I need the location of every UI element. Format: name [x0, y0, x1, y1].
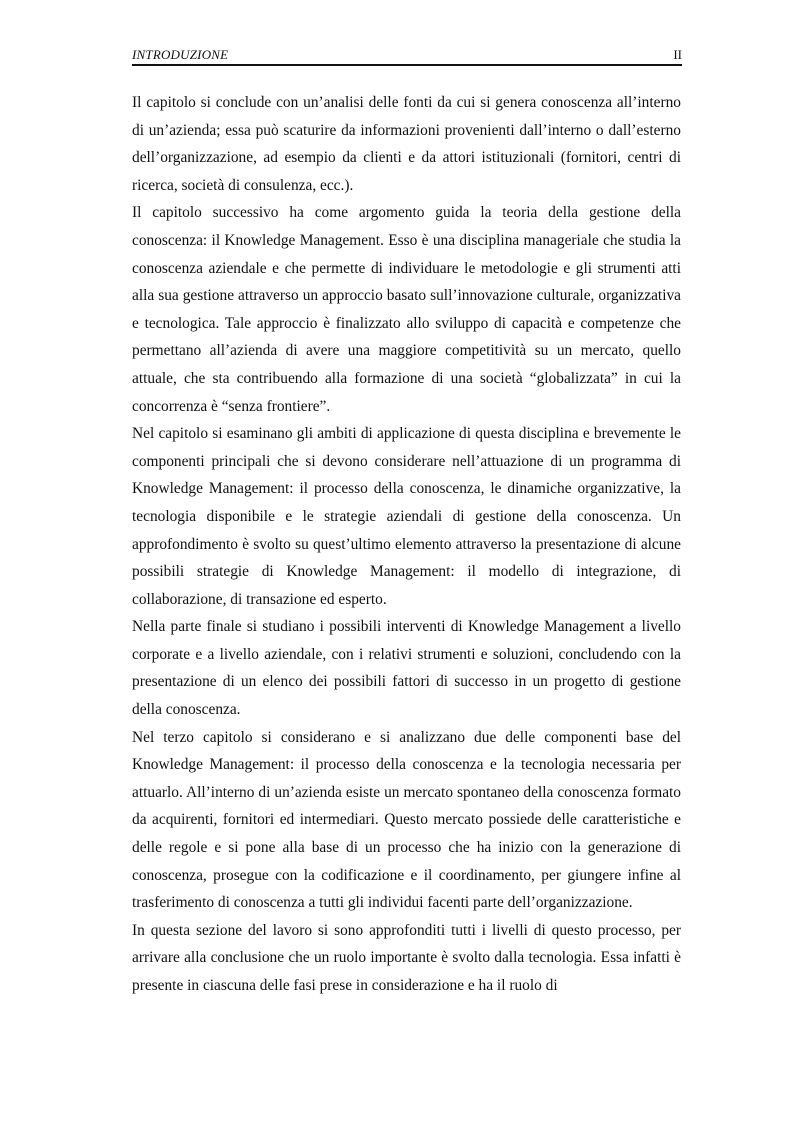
paragraph-5: Nel terzo capitolo si considerano e si analizzano due delle componenti base del Knowledge Management: il processo della conoscenza e la tecnologia necessaria per attuarlo. All’interno di un’azienda esiste un mercato spontaneo della conoscenza formato da acquirenti, fornitori ed intermediari. Questo mercato possiede delle caratteristiche e delle regole e si pone alla base di un processo che ha inizio con la generazione di conoscenza, prosegue con la codificazione e il coordinamento, per giungere infine al trasferimento di conoscenza a tutti gli individui facenti parte dell’organizzazione. [132, 728, 681, 912]
body-text [132, 89, 681, 1000]
page-header [132, 46, 682, 66]
paragraph-6: In questa sezione del lavoro si sono approfonditi tutti i livelli di questo processo, per arrivare alla conclusione che un ruolo importante è svolto dalla tecnologia. Essa infatti è presente in ciascuna delle fasi prese in considerazione e ha il ruolo di [132, 921, 681, 994]
paragraph-3: Nel capitolo si esaminano gli ambiti di applicazione di questa disciplina e brevemente le componenti principali che si devono considerare nell’attuazione di un programma di Knowledge Management: il processo della conoscenza, le dinamiche organizzative, la tecnologia disponibile e le strategie aziendali di gestione della conoscenza. Un approfondimento è svolto su quest’ultimo elemento attraverso la presentazione di alcune possibili strategie di Knowledge Management: il modello di integrazione, di collaborazione, di transazione ed esperto. [132, 425, 681, 608]
running-header-title: INTRODUZIONE [132, 47, 229, 62]
page-number: II [673, 47, 682, 62]
paragraph-2: Il capitolo successivo ha come argomento guida la teoria della gestione della conoscenza: il Knowledge Management. Esso è una disciplina manageriale che studia la conoscenza aziendale e che permette di individuare le metodologie e gli strumenti atti alla sua gestione attraverso un approccio basato sull’innovazione culturale, organizzativa e tecnologica. Tale approccio è finalizzato allo sviluppo di capacità e competenze che permettano all’azienda di avere una maggiore competitività su un mercato, quello attuale, che sta contribuendo alla formazione di una società “globalizzata” in cui la concorrenza è “senza frontiere”. [132, 204, 681, 415]
paragraph-1: Il capitolo si conclude con un’analisi delle fonti da cui si genera conoscenza all’interno di un’azienda; essa può scaturire da informazioni provenienti dall’interno o dall’esterno dell’organizzazione, ad esempio da clienti e da attori istituzionali (fornitori, centri di ricerca, società di consulenza, ecc.). [132, 94, 681, 194]
paragraph-4: Nella parte finale si studiano i possibili interventi di Knowledge Management a livello corporate e a livello aziendale, con i relativi strumenti e soluzioni, concludendo con la presentazione di un elenco dei possibili fattori di successo in un progetto di gestione della conoscenza. [132, 618, 681, 719]
